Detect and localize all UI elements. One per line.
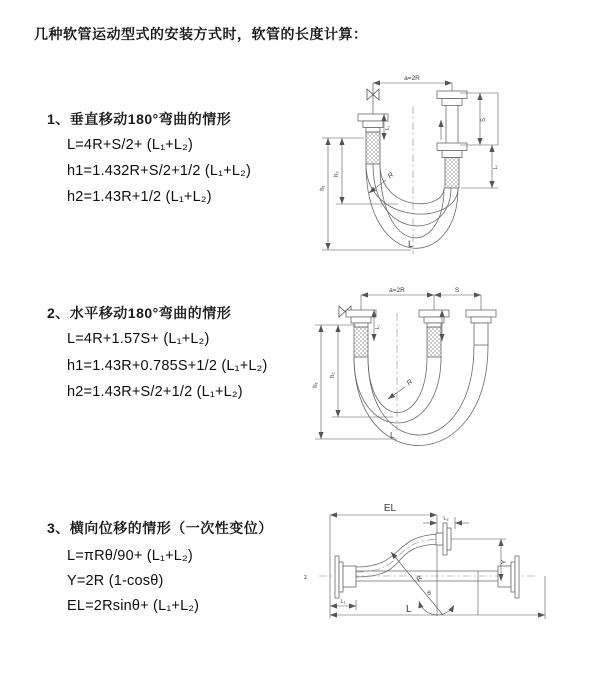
height-dimensions: [320, 138, 414, 250]
fitting-right-label: L₂: [493, 164, 499, 170]
span-label: a=2R: [389, 287, 405, 294]
el-label: EL: [383, 503, 397, 514]
angle-arc: [419, 590, 454, 615]
left-flange: [335, 556, 356, 598]
h-outer-label: h₁: [313, 382, 319, 388]
fitting-left-label: L₁: [375, 324, 381, 330]
stroke-label: S: [454, 287, 460, 294]
middle-pipe-fitting: [419, 310, 449, 357]
section-1-formula-h2: h2=1.43R+1/2 (L₁+L₂): [67, 189, 212, 205]
radius-label: R: [415, 574, 425, 584]
left-pipe-fitting: [346, 310, 376, 357]
section-2-heading: 2、水平移动180°弯曲的情形: [47, 305, 232, 321]
length-label: L: [406, 604, 412, 615]
page-title: 几种软管运动型式的安装方式时，软管的长度计算：: [34, 26, 368, 42]
left-pipe-fitting: [358, 114, 388, 164]
el-dimension: [330, 503, 437, 618]
stroke-label: S: [481, 117, 487, 123]
h-inner-label: h₂: [330, 372, 336, 378]
right-pipe-fitting: [437, 91, 467, 188]
stroke-dimension: [460, 93, 499, 188]
section-2-formula-l: L=4R+1.57S+ (L₁+L₂): [67, 331, 210, 347]
section-2-formula-h2: h2=1.43R+S/2+1/2 (L₁+L₂): [67, 384, 243, 400]
y-label: Y: [501, 559, 508, 565]
fitting-left-label: L₁: [385, 125, 391, 131]
section-1-formula-l: L=4R+S/2+ (L₁+L₂): [67, 137, 193, 153]
offset-mark: z: [304, 575, 307, 581]
hose-curves: [366, 164, 458, 248]
h-inner-label: h₂: [334, 171, 340, 177]
span-label: a=2R: [404, 75, 420, 82]
section-3-formula-l: L=πRθ/90+ (L₁+L₂): [67, 548, 193, 564]
radius-label: R: [405, 378, 415, 388]
diagram-horizontal-180-bend: [301, 281, 539, 453]
fitting-top-label: L₂: [443, 516, 449, 522]
length-label: L: [408, 239, 414, 249]
fitting-left-label: L₁: [340, 599, 346, 605]
section-1-heading: 1、垂直移动180°弯曲的情形: [47, 111, 232, 127]
curved-hose: [356, 534, 443, 577]
diagram-vertical-180-bend: [308, 66, 540, 258]
displaced-flange: [436, 523, 451, 555]
length-label: L: [390, 430, 395, 440]
section-3-heading: 3、横向位移的情形（一次性变位）: [47, 520, 273, 536]
section-3-formula-y: Y=2R (1-cosθ): [67, 573, 164, 589]
fitting-left-dimension: [330, 599, 356, 610]
h-outer-label: h₁: [320, 185, 326, 191]
section-3-formula-el: EL=2Rsinθ+ (L₁+L₂): [67, 598, 200, 614]
span-dimension: [373, 75, 452, 91]
right-pipe-fitting: [466, 310, 496, 345]
radius-line: [391, 552, 443, 615]
span-and-stroke-dimensions: [361, 287, 481, 310]
valve-icon: [367, 83, 379, 114]
diagram-lateral-displacement: [293, 498, 555, 640]
section-1-formula-h1: h1=1.432R+S/2+1/2 (L₁+L₂): [67, 163, 252, 179]
hose-curves: [354, 345, 488, 446]
section-2-formula-h1: h1=1.43R+0.785S+1/2 (L₁+L₂): [67, 358, 268, 374]
radius-label: R: [386, 171, 396, 181]
theta-label: θ: [427, 590, 431, 597]
radius-leader: [388, 379, 414, 399]
